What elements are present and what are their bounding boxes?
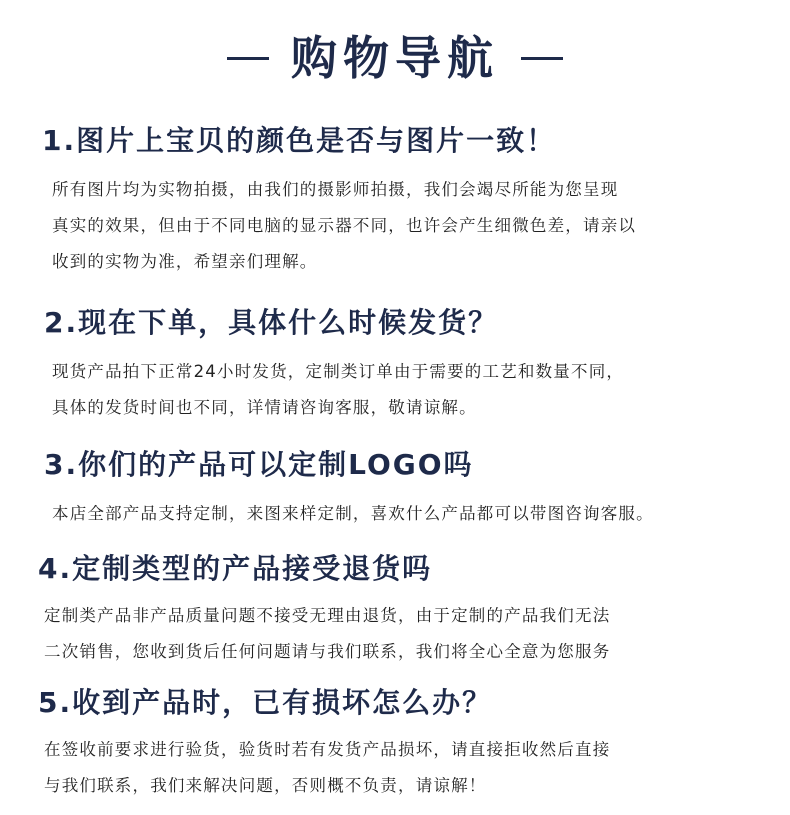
faq-question-3: 3.你们的产品可以定制LOGO吗	[44, 448, 474, 481]
faq-answer-2-line-2: 具体的发货时间也不同，详情请咨询客服，敬请谅解。	[52, 398, 477, 417]
faq-answer-1-line-1: 所有图片均为实物拍摄，由我们的摄影师拍摄，我们会竭尽所能为您呈现	[52, 180, 619, 199]
faq-answer-5	[0, 732, 790, 804]
faq-item-2	[0, 306, 790, 426]
faq-answer-2	[0, 354, 790, 426]
faq-answer-3-line-1: 本店全部产品支持定制，来图来样定制，喜欢什么产品都可以带图咨询客服。	[52, 504, 654, 523]
left-dash-decoration	[227, 57, 269, 60]
faq-question-5: 5.收到产品时，已有损坏怎么办？	[38, 686, 493, 719]
faq-answer-3	[0, 496, 790, 532]
faq-item-1	[0, 124, 790, 280]
faq-item-3	[0, 448, 790, 532]
faq-answer-4	[0, 598, 790, 670]
faq-answer-4-line-1: 定制类产品非产品质量问题不接受无理由退货，由于定制的产品我们无法	[44, 606, 611, 625]
faq-question-2: 2.现在下单，具体什么时候发货？	[44, 306, 499, 339]
page-title: 购物导航	[291, 31, 499, 85]
faq-answer-1-line-2: 真实的效果，但由于不同电脑的显示器不同，也许会产生细微色差，请亲以	[52, 216, 637, 235]
faq-question-4: 4.定制类型的产品接受退货吗	[38, 552, 433, 585]
faq-answer-5-line-2: 与我们联系，我们来解决问题，否则概不负责，请谅解！	[44, 776, 487, 795]
faq-answer-5-line-1: 在签收前要求进行验货，验货时若有发货产品损坏，请直接拒收然后直接	[44, 740, 611, 759]
faq-answer-2-line-1: 现货产品拍下正常24小时发货，定制类订单由于需要的工艺和数量不同，	[52, 362, 625, 381]
faq-question-1: 1.图片上宝贝的颜色是否与图片一致！	[42, 124, 557, 157]
right-dash-decoration	[521, 57, 563, 60]
faq-item-4	[0, 552, 790, 670]
faq-item-5	[0, 686, 790, 804]
faq-answer-1-line-3: 收到的实物为准，希望亲们理解。	[52, 252, 318, 271]
faq-answer-1	[0, 172, 790, 280]
faq-answer-4-line-2: 二次销售，您收到货后任何问题请与我们联系，我们将全心全意为您服务	[44, 642, 611, 661]
page-header	[0, 18, 790, 98]
